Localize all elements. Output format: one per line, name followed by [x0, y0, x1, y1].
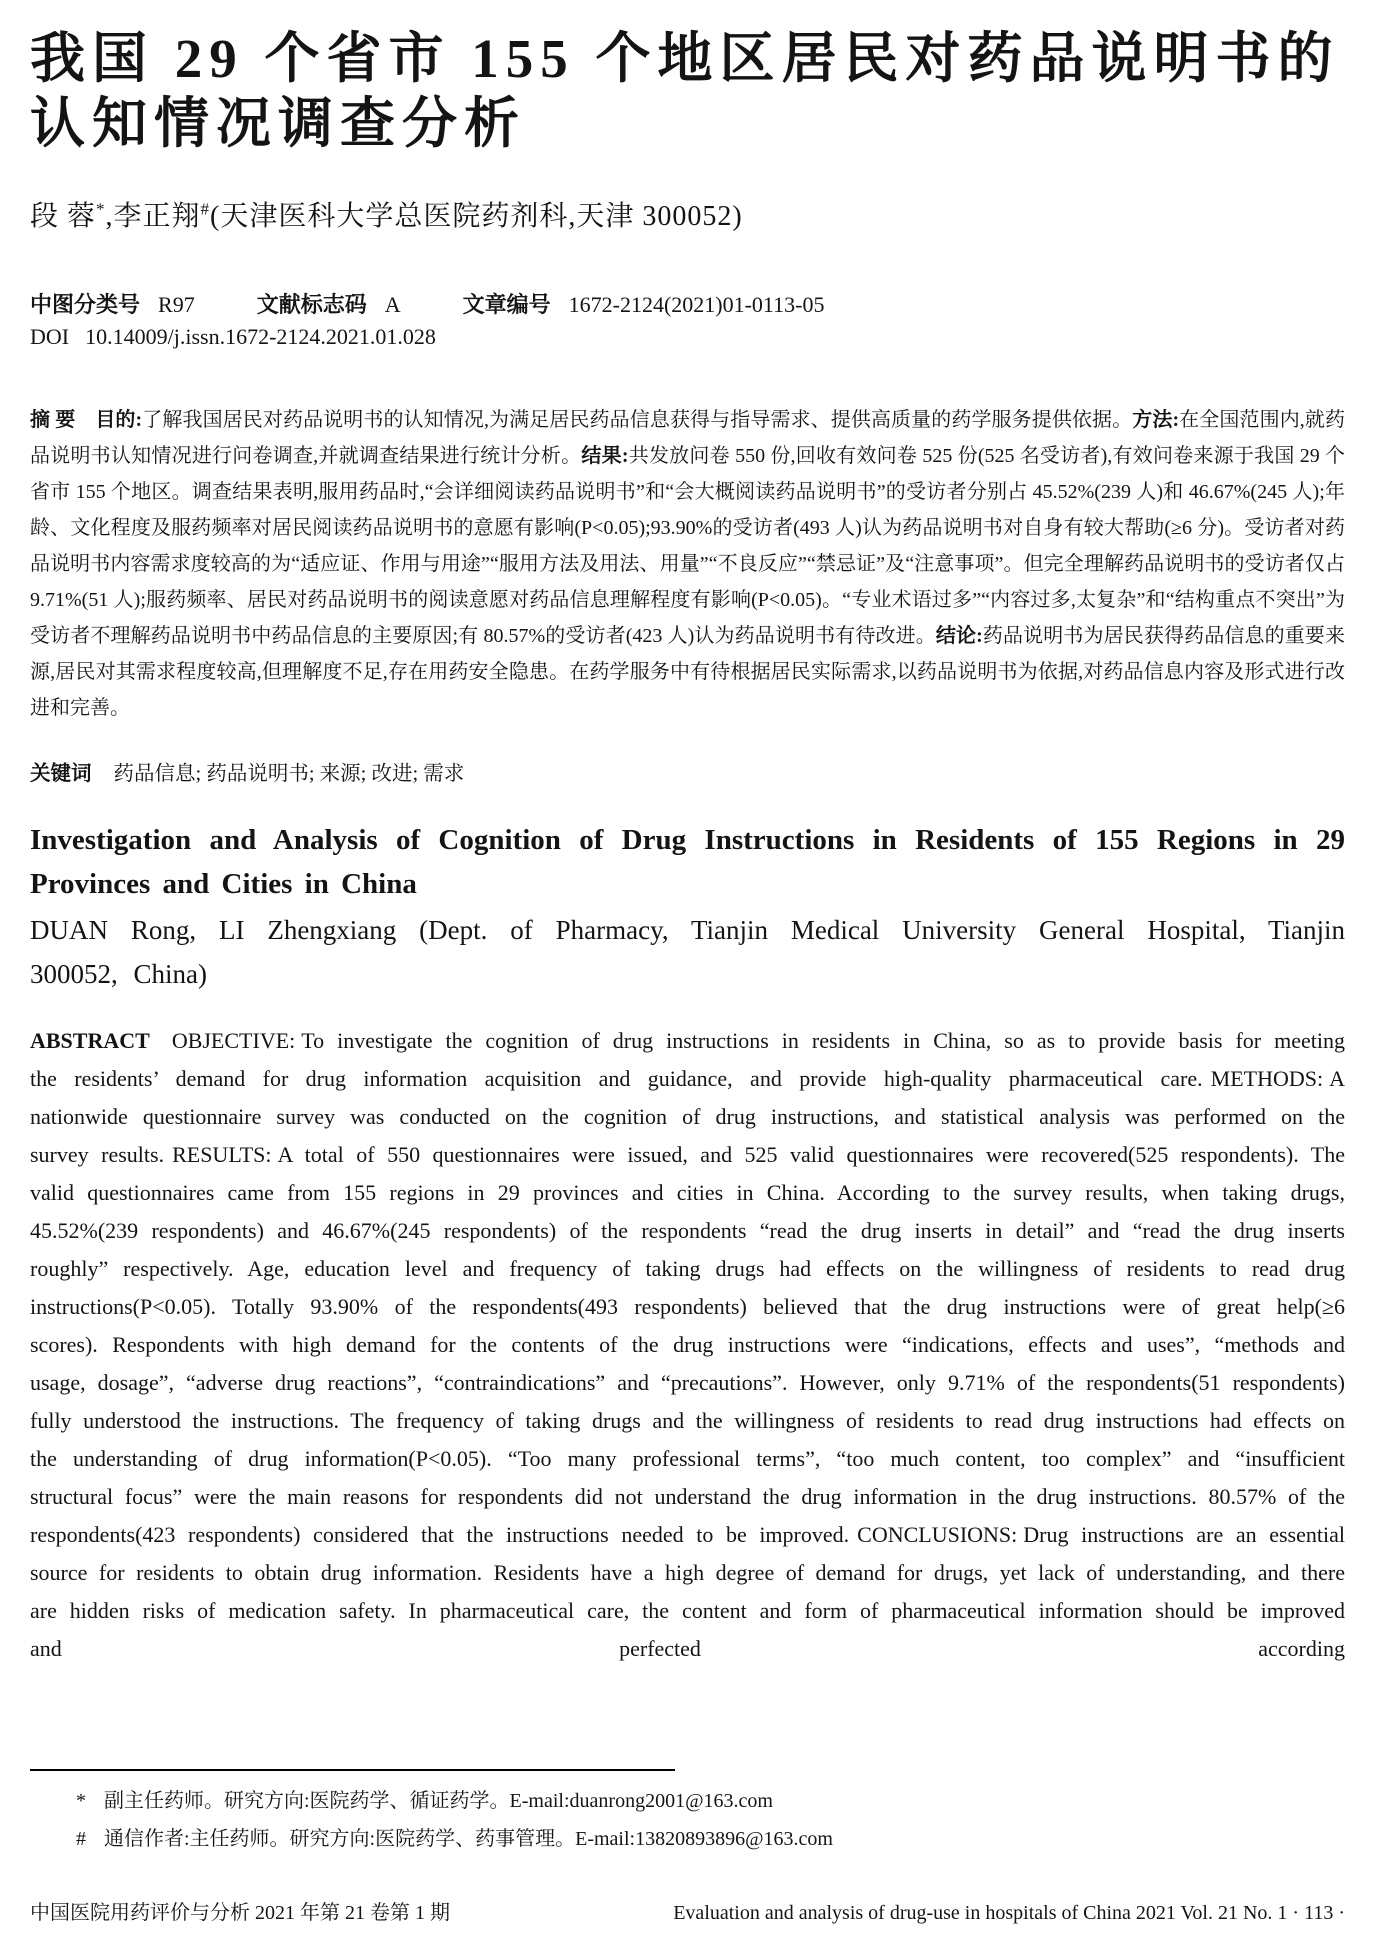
- results-zh-text: 共发放问卷 550 份,回收有效问卷 525 份(525 名受访者),有效问卷来源于我国 29 个省市 155 个地区。调查结果表明,服用药品时,“会详细阅读药品说明书”和“会大概阅读药品说明书”的受访者分别占 45.52%(239 人)和 46.67%(245 人);年龄、文化程度及服药频率对居民阅读药品说明书的意愿有影响(P<0.05);93.90%的受访者(493 人)认为药品说明书对自身有较大帮助(≥6 分)。受访者对药品说明书内容需求度较高的为“适应证、作用与用途”“服用方法及用法、用量”“不良反应”“禁忌证”及“注意事项”。但完全理解药品说明书的受访者仅占 9.71%(51 人);服药频率、居民对药品说明书的阅读意愿对药品信息理解程度有影响(P<0.05)。“专业术语过多”“内容过多,太复杂”和“结构重点不突出”为受访者不理解药品说明书中药品信息的主要原因;有 80.57%的受访者(423 人)认为药品说明书有待改进。: [30, 445, 1346, 647]
- results-en-text: A total of 550 questionnaires were issued, and 525 valid questionnaires were recovered(525 respondents). The valid questionnaires came from 155 regions in 29 provinces and cities in China. According to the survey results, when taking drugs, 45.52%(239 respondents) and 46.67%(245 respondents) of the respondents “read the drug inserts in detail” and “read the drug inserts roughly” respectively. Age, education level and frequency of taking drugs had effects on the willingness of residents to read drug instructions(P<0.05). Totally 93.90% of the respondents(493 respondents) believed that the drug instructions were of great help(≥6 scores). Respondents with high demand for the contents of the drug instructions were “indications, effects and uses”, “methods and usage, dosage”, “adverse drug reactions”, “contraindications” and “precautions”. However, only 9.71% of the respondents(51 respondents) fully understood the instructions. The frequency of taking drugs and the willingness of residents to read drug instructions had effects on the understanding of drug information(P<0.05). “Too many professional terms”, “too much content, too complex” and “insufficient structural focus” were the main reasons for respondents did not understand the drug information in the drug instructions. 80.57% of the respondents(423 respondents) considered that the instructions needed to be improved.: [30, 1142, 1346, 1547]
- abstract-zh-heading: 摘 要: [30, 409, 76, 431]
- conclusions-en-text: Drug instructions are an essential source for residents to obtain drug information. Residents have a high degree of demand for drugs, yet lack of understanding, and there are hidden risks of medication safety. In pharmaceutical care, the content and form of pharmaceutical information should be improved and perfected according: [30, 1522, 1345, 1661]
- article-title-zh: [30, 26, 1345, 156]
- methods-zh-text: 在全国范围内,就药品说明书认知情况进行问卷调查,并就调查结果进行统计分析。: [30, 409, 1346, 467]
- journal-name-en-and-page-number: Evaluation and analysis of drug-use in hospitals of China 2021 Vol. 21 No. 1 · 113 ·: [673, 1902, 1345, 1924]
- document-code-value: A: [384, 292, 401, 317]
- meta-row: [30, 288, 1345, 319]
- footnote-divider: [30, 1769, 675, 1771]
- conclusions-zh-text: 药品说明书为居民获得药品信息的重要来源,居民对其需求程度较高,但理解度不足,存在用药安全隐患。在药学服务中有待根据居民实际需求,以药品说明书为依据,对药品信息内容及形式进行改进和完善。: [30, 625, 1345, 719]
- methods-en-text: A nationwide questionnaire survey was conducted on the cognition of drug instructions, and statistical analysis was performed on the survey results.: [30, 1066, 1345, 1167]
- affiliation-zh: (天津医科大学总医院药剂科,天津 300052): [210, 201, 743, 232]
- doi-label: DOI: [30, 324, 70, 349]
- abstract-en: [30, 1022, 1345, 1668]
- doi-value: 10.14009/j.issn.1672-2124.2021.01.028: [85, 324, 436, 349]
- document-code-label: 文献标志码: [256, 292, 367, 317]
- results-en-label: RESULTS:: [172, 1142, 272, 1167]
- footnote-corresponding-author: [76, 1820, 1345, 1858]
- authors-zh: [30, 194, 1345, 234]
- article-title-zh-line1: 我国 29 个省市 155 个地区居民对药品说明书的: [30, 28, 1340, 89]
- author-name-2: ,李正翔: [105, 201, 201, 232]
- article-title-zh-line2: 认知情况调查分析: [30, 93, 527, 154]
- journal-name-zh: 中国医院用药评价与分析 2021 年第 21 卷第 1 期: [30, 1902, 450, 1924]
- results-zh-label: 结果:: [581, 445, 629, 467]
- footnote-2-text: 通信作者:主任药师。研究方向:医院药学、药事管理。E-mail:13820893896@163.com: [104, 1828, 833, 1850]
- keywords-text: 药品信息; 药品说明书; 来源; 改进; 需求: [113, 763, 465, 785]
- abstract-zh: [30, 402, 1345, 726]
- doi-row: [30, 324, 1345, 350]
- conclusions-zh-label: 结论:: [935, 625, 983, 647]
- article-number-label: 文章编号: [462, 292, 551, 317]
- objective-zh-label: 目的:: [95, 409, 143, 431]
- objective-en-text: To investigate the cognition of drug instructions in residents in China, so as to provide basis for meeting the residents’ demand for drug information acquisition and guidance, and provide high-quality pharmaceutical care.: [30, 1028, 1345, 1091]
- clc-label: 中图分类号: [30, 292, 141, 317]
- footnote-1-marker: *: [76, 1790, 86, 1812]
- article-title-en: Investigation and Analysis of Cognition of Drug Instructions in Residents of 155 Regions in 29 Provinces and Cities in China: [30, 824, 1345, 900]
- footnote-1-text: 副主任药师。研究方向:医院药学、循证药学。E-mail:duanrong2001@163.com: [104, 1790, 773, 1812]
- authors-en: DUAN Rong, LI Zhengxiang (Dept. of Pharmacy, Tianjin Medical University General Hospital, Tianjin 300052, China): [30, 915, 1345, 989]
- footnote-2-marker: #: [76, 1828, 86, 1850]
- objective-en-label: OBJECTIVE:: [171, 1028, 296, 1053]
- footnote-first-author: [76, 1782, 1345, 1820]
- conclusions-en-label: CONCLUSIONS:: [857, 1522, 1018, 1547]
- footnotes: [30, 1782, 1345, 1858]
- author-name-1: 段 蓉: [30, 201, 97, 232]
- keywords-row: [30, 756, 1345, 786]
- objective-zh-text: 了解我国居民对药品说明书的认知情况,为满足居民药品信息获得与指导需求、提供高质量的药学服务提供依据。: [142, 409, 1133, 431]
- keywords-label: 关键词: [30, 763, 92, 785]
- author-1-superscript: *: [96, 199, 106, 219]
- article-number-value: 1672-2124(2021)01-0113-05: [568, 292, 825, 317]
- methods-en-label: METHODS:: [1210, 1066, 1324, 1091]
- author-2-superscript: #: [200, 199, 211, 219]
- running-footer: [30, 1896, 1345, 1925]
- methods-zh-label: 方法:: [1132, 409, 1180, 431]
- abstract-en-heading: ABSTRACT: [30, 1028, 150, 1053]
- clc-value: R97: [158, 292, 195, 317]
